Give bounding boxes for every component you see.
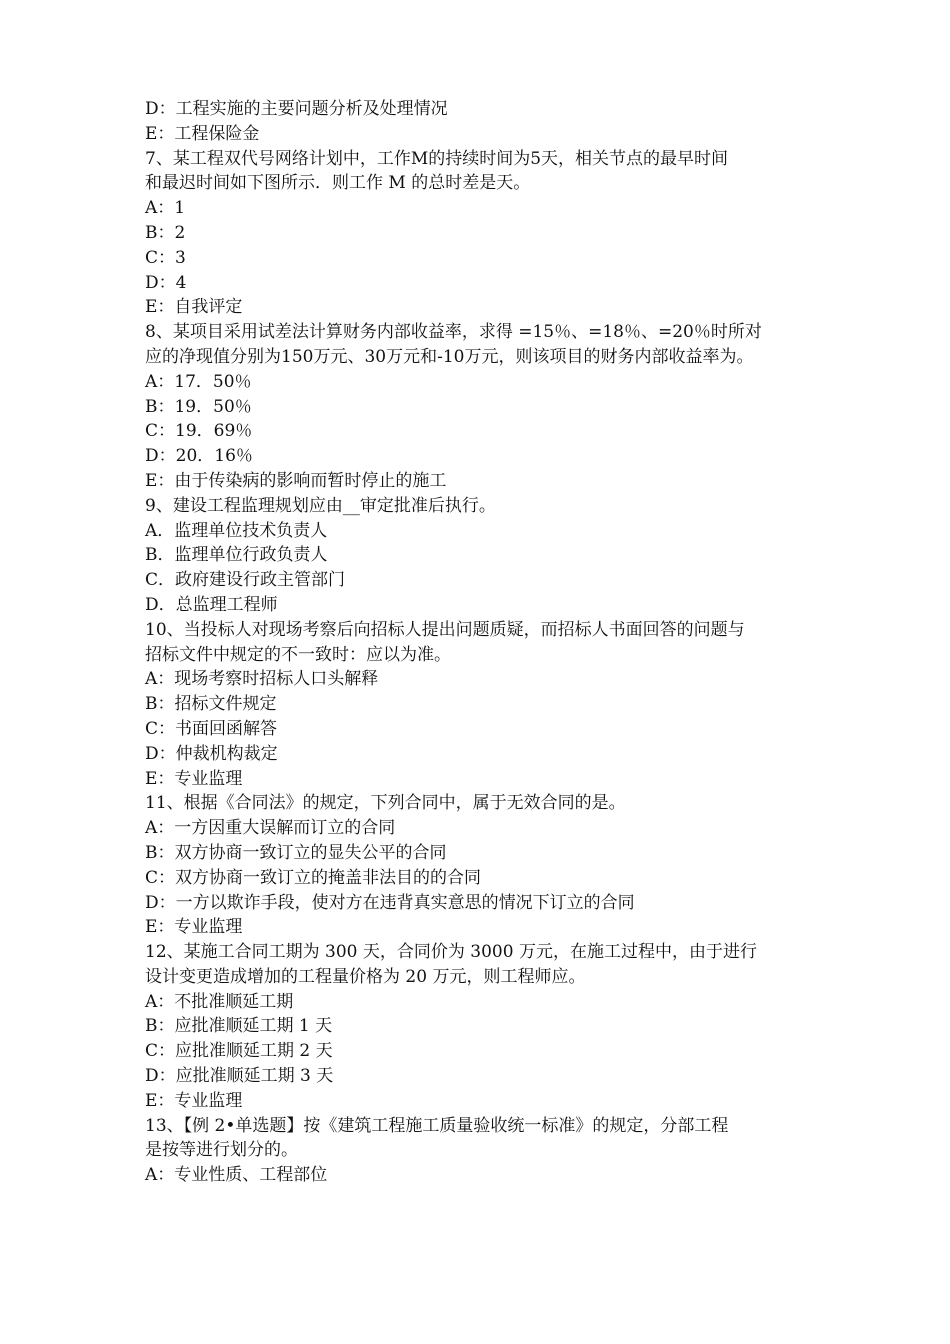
question-11-line-1: 11、根据《合同法》的规定，下列合同中，属于无效合同的是。 (145, 793, 626, 814)
q12-option-a: A：不批准顺延工期 (145, 991, 294, 1012)
question-13-line-1: 13、【例 2•单选题】按《建筑工程施工质量验收统一标准》的规定，分部工程 (145, 1115, 729, 1136)
question-8-line-2: 应的净现值分别为150万元、30万元和-10万元，则该项目的财务内部收益率为。 (145, 346, 754, 367)
option-e-line: E：工程保险金 (145, 123, 260, 144)
q11-option-d: D：一方以欺诈手段，使对方在违背真实意思的情况下订立的合同 (145, 892, 635, 913)
q8-option-e: E：由于传染病的影响而暂时停止的施工 (145, 470, 447, 491)
q8-option-b: B：19．50％ (145, 396, 252, 417)
q7-option-b: B：2 (145, 222, 186, 243)
question-12-line-1: 12、某施工合同工期为 300 天，合同价为 3000 万元，在施工过程中，由于进行 (145, 942, 757, 963)
q12-option-e: E：专业监理 (145, 1090, 243, 1111)
q9-option-d: D．总监理工程师 (145, 594, 278, 615)
q12-option-c: C：应批准顺延工期 2 天 (145, 1041, 333, 1062)
q7-option-d: D：4 (145, 272, 187, 293)
option-d-line: D：工程实施的主要问题分析及处理情况 (145, 99, 448, 119)
q7-option-a: A：1 (145, 198, 186, 219)
q10-option-b: B：招标文件规定 (145, 694, 277, 715)
q12-option-d: D：应批准顺延工期 3 天 (145, 1066, 334, 1087)
question-13-line-2: 是按等进行划分的。 (145, 1140, 298, 1161)
q10-option-a: A：现场考察时招标人口头解释 (145, 669, 379, 690)
q7-option-e: E：自我评定 (145, 297, 243, 318)
q11-option-c: C：双方协商一致订立的掩盖非法目的的合同 (145, 867, 482, 888)
q7-option-c: C：3 (145, 247, 186, 268)
question-8-line-1: 8、某项目采用试差法计算财务内部收益率，求得 =15％、=18％、=20％时所对 (145, 322, 762, 343)
q9-option-c: C．政府建设行政主管部门 (145, 570, 346, 591)
q8-option-a: A：17．50％ (145, 371, 252, 392)
question-10-line-1: 10、当投标人对现场考察后向招标人提出问题质疑，而招标人书面回答的问题与 (145, 619, 745, 640)
q11-option-b: B：双方协商一致订立的显失公平的合同 (145, 842, 447, 863)
question-7-line-1: 7、某工程双代号网络计划中，工作M的持续时间为5天，相关节点的最早时间 (145, 148, 729, 169)
q13-option-a: A：专业性质、工程部位 (145, 1165, 328, 1186)
question-10-line-2: 招标文件中规定的不一致时：应以为准。 (145, 644, 451, 665)
document-page (145, 97, 815, 1188)
question-9-line-1: 9、建设工程监理规划应由__审定批准后执行。 (145, 495, 496, 516)
question-7-line-2: 和最迟时间如下图所示．则工作 M 的总时差是天。 (145, 173, 531, 194)
q11-option-a: A：一方因重大误解而订立的合同 (145, 818, 396, 839)
q9-option-b: B．监理单位行政负责人 (145, 545, 328, 566)
q9-option-a: A．监理单位技术负责人 (145, 520, 328, 541)
q11-option-e: E：专业监理 (145, 917, 243, 938)
q10-option-d: D：仲裁机构裁定 (145, 743, 278, 764)
q12-option-b: B：应批准顺延工期 1 天 (145, 1016, 333, 1037)
q10-option-e: E：专业监理 (145, 768, 243, 789)
q10-option-c: C：书面回函解答 (145, 718, 278, 739)
question-12-line-2: 设计变更造成增加的工程量价格为 20 万元，则工程师应。 (145, 966, 586, 987)
q8-option-c: C：19．69％ (145, 421, 253, 442)
q8-option-d: D：20．16％ (145, 446, 253, 467)
